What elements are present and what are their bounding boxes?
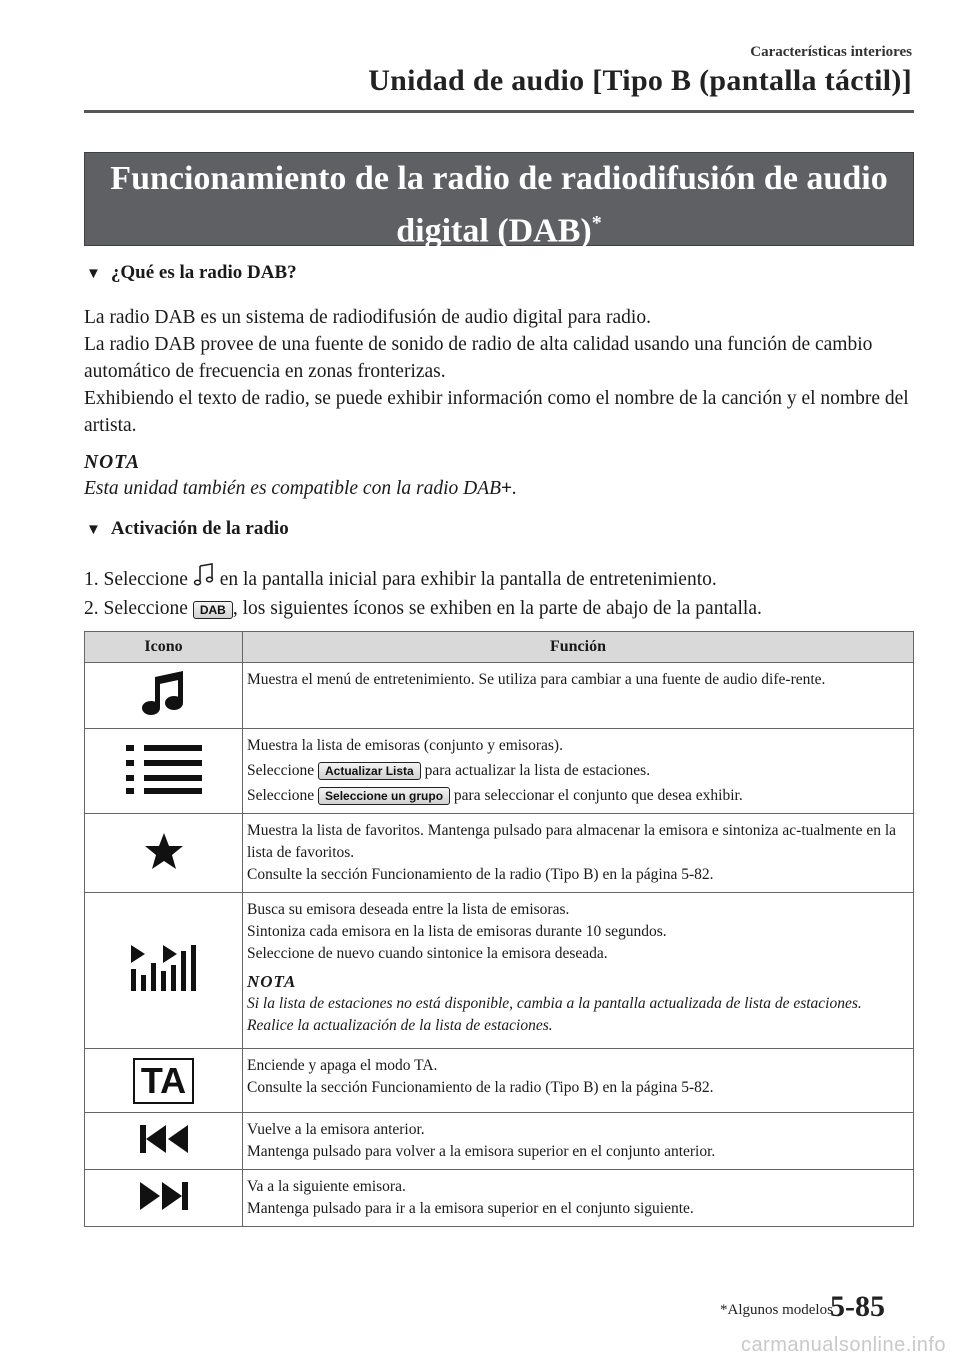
description-text: Va a la siguiente emisora. <box>247 1178 406 1195</box>
description-text: Consulte la sección Funcionamiento de la radio (Tipo B) en la página 5-82. <box>247 866 714 883</box>
description-cell <box>243 1049 914 1113</box>
header-section: Características interiores <box>750 44 912 60</box>
star-icon <box>144 832 184 870</box>
icon-cell <box>85 1170 243 1227</box>
description-text: Enciende y apaga el modo TA. <box>247 1057 438 1074</box>
icon-cell <box>85 1113 243 1170</box>
music-note-icon <box>193 563 215 589</box>
select-line-1 <box>247 760 903 782</box>
update-list-button: Actualizar Lista <box>318 762 421 780</box>
table-row <box>85 663 914 729</box>
paragraph: Exhibiendo el texto de radio, se puede exhibir información como el nombre de la canción y el nombre del artista. <box>84 388 909 436</box>
banner-line2-text: digital (DAB) <box>396 212 592 250</box>
asterisk-mark: * <box>591 212 602 234</box>
step-number: 1. <box>84 569 99 590</box>
select-group-button: Seleccione un grupo <box>318 787 450 805</box>
step-text-pre: Seleccione <box>103 569 188 590</box>
header-title: Unidad de audio [Tipo B (pantalla táctil)] <box>368 64 912 97</box>
step-1 <box>84 563 914 594</box>
table-row <box>85 1170 914 1227</box>
icon-function-table <box>84 631 914 1227</box>
select-line-2 <box>247 785 903 807</box>
step-text-post: en la pantalla inicial para exhibir la pantalla de entretenimiento. <box>219 569 717 590</box>
select-pre: Seleccione <box>247 762 315 779</box>
nota-text: Si la lista de estaciones no está disponible, cambia a la pantalla actualizada de lista de estaciones. Realice la actualización de la lista de estaciones. <box>247 995 862 1034</box>
plus-mark: + <box>501 478 513 499</box>
paragraph: La radio DAB provee de una fuente de sonido de radio de alta calidad usando una función de cambio automático de frecuencia en zonas fronterizas. <box>84 334 873 382</box>
description-text: Muestra la lista de emisoras (conjunto y emisoras). <box>247 737 563 754</box>
intro-paragraphs <box>84 304 914 439</box>
description-cell <box>243 893 914 1049</box>
table-row <box>85 1049 914 1113</box>
nota-heading: NOTA <box>247 972 297 991</box>
description-cell <box>243 663 914 729</box>
triangle-icon: ▼ <box>86 522 101 538</box>
table-row <box>85 1113 914 1170</box>
header-rule <box>84 110 914 113</box>
section-title-activation <box>86 518 289 540</box>
step-text-pre: Seleccione <box>103 598 188 619</box>
description-text: Sintoniza cada emisora en la lista de emisoras durante 10 segundos. <box>247 923 667 940</box>
header-function: Función <box>243 632 914 663</box>
section-title-what-is-dab <box>86 262 297 284</box>
ta-icon: TA <box>133 1058 194 1104</box>
description-cell <box>243 1170 914 1227</box>
header-icon: Icono <box>85 632 243 663</box>
icon-cell <box>85 1049 243 1113</box>
triangle-icon: ▼ <box>86 266 101 282</box>
banner-line1: Funcionamiento de la radio de radiodifusión de audio <box>110 160 888 197</box>
nota-heading: NOTA <box>84 452 141 473</box>
description-cell <box>243 729 914 814</box>
page-number: 5-85 <box>830 1290 885 1323</box>
description-text: Vuelve a la emisora anterior. <box>247 1121 425 1138</box>
section-title-text: Activación de la radio <box>110 518 289 539</box>
select-pre: Seleccione <box>247 787 315 804</box>
description-text: Busca su emisora deseada entre la lista de emisoras. <box>247 901 570 918</box>
table-row <box>85 729 914 814</box>
table-header-row <box>85 632 914 663</box>
description-text: Mantenga pulsado para volver a la emisora superior en el conjunto anterior. <box>247 1143 716 1160</box>
chapter-banner <box>84 152 914 250</box>
nota-text-body: Esta unidad también es compatible con la radio DAB <box>84 478 502 499</box>
description-text: Muestra el menú de entretenimiento. Se utiliza para cambiar a una fuente de audio dife-rente. <box>247 671 826 688</box>
list-icon <box>124 743 204 795</box>
description-cell <box>243 1113 914 1170</box>
steps-list <box>84 563 914 623</box>
scan-icon <box>129 943 199 993</box>
select-post: para seleccionar el conjunto que desea exhibir. <box>453 787 743 804</box>
watermark: carmanualsonline.info <box>740 1334 946 1356</box>
nota-block <box>84 450 914 502</box>
banner-line2 <box>85 201 913 253</box>
description-text: Mantenga pulsado para ir a la emisora superior en el conjunto siguiente. <box>247 1200 694 1217</box>
table-row <box>85 814 914 893</box>
table-row <box>85 893 914 1049</box>
icon-cell <box>85 729 243 814</box>
music-note-icon <box>139 667 189 719</box>
section-title-text: ¿Qué es la radio DAB? <box>110 262 297 283</box>
step-text-post: , los siguientes íconos se exhiben en la parte de abajo de la pantalla. <box>232 598 762 619</box>
nota-text-end: . <box>512 478 518 499</box>
nota-text <box>84 476 914 502</box>
description-text: Consulte la sección Funcionamiento de la radio (Tipo B) en la página 5-82. <box>247 1079 714 1096</box>
next-icon <box>138 1181 190 1211</box>
footnote: *Algunos modelos <box>720 1302 833 1318</box>
dab-button: DAB <box>193 601 233 619</box>
icon-cell <box>85 814 243 893</box>
step-2 <box>84 594 914 623</box>
previous-icon <box>138 1124 190 1154</box>
paragraph: La radio DAB es un sistema de radiodifusión de audio digital para radio. <box>84 307 651 328</box>
description-text: Muestra la lista de favoritos. Mantenga pulsado para almacenar la emisora e sintoniza ac-tualmente en la lista de favoritos. <box>247 822 897 861</box>
select-post: para actualizar la lista de estaciones. <box>424 762 651 779</box>
icon-cell <box>85 893 243 1049</box>
description-text: Seleccione de nuevo cuando sintonice la emisora deseada. <box>247 945 608 962</box>
icon-cell <box>85 663 243 729</box>
step-number: 2. <box>84 598 99 619</box>
description-cell <box>243 814 914 893</box>
